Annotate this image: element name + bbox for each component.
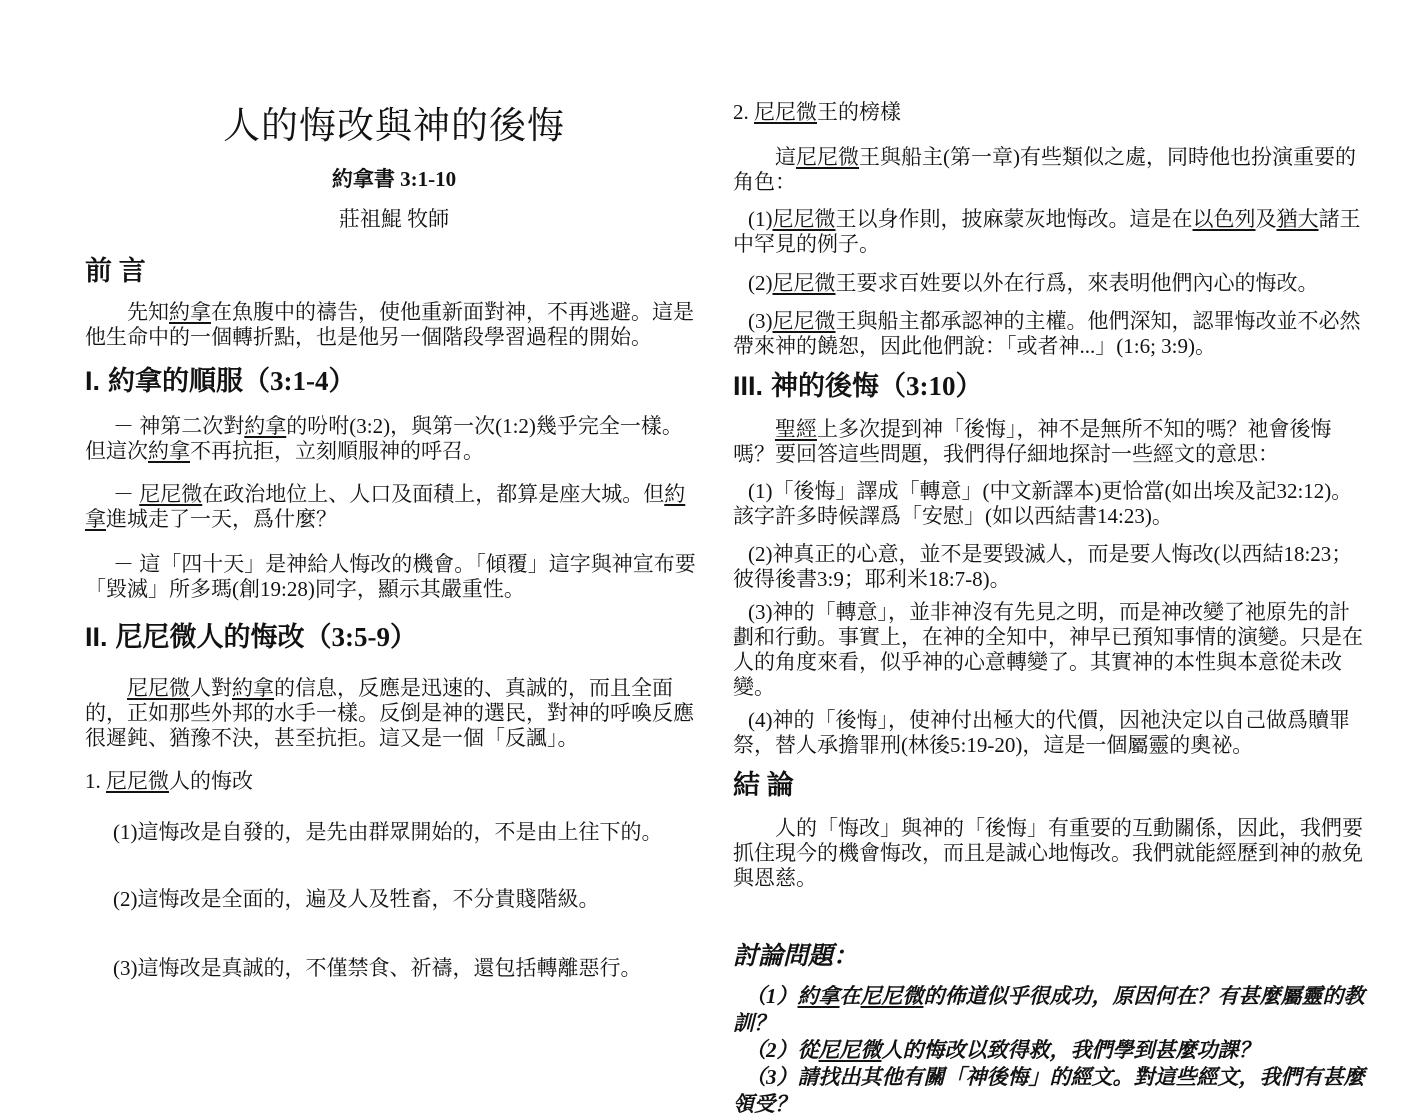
discussion-question-1 — [733, 983, 1368, 1037]
section-2-heading — [85, 620, 703, 654]
relent-point-3: (3)神的「轉意」，並非神沒有先見之明，而是神改變了祂原先的計劃和行動。事實上，在神的全知中，神早已預知事情的演變。只是在人的角度來看，似乎神的心意轉變了。其實神的本性與本意從未改變。 — [733, 600, 1363, 699]
section-1-number: I. — [85, 366, 101, 396]
repentance-point-2: (2)這悔改是全面的，遍及人及牲畜，不分貴賤階級。 — [113, 887, 600, 911]
text-run: 的吩咐(3:2)，與第一次(1:2)幾乎完全一樣。但這次 — [85, 414, 683, 463]
text-run: 在政治地位上、人口及面積上，都算是座大城。但 — [202, 482, 665, 506]
preface-heading: 前 言 — [85, 256, 146, 286]
text-run: 王的榜樣 — [817, 100, 901, 124]
section-2-number: II. — [85, 622, 108, 652]
text-run: 諸王中罕見的例子。 — [733, 207, 1361, 256]
underlined-name: 約拿 — [232, 676, 274, 700]
section-1-title: 約拿的順服（3:1-4） — [108, 366, 356, 396]
text-run: 在 — [839, 984, 861, 1008]
underlined-name: 尼尼微 — [796, 145, 859, 169]
subsection-2-heading — [733, 100, 1368, 125]
section-3-paragraph — [733, 417, 1368, 467]
underlined-name: 聖經 — [775, 417, 817, 441]
underlined-name: 尼尼微 — [106, 769, 169, 793]
text-run: （1） — [745, 984, 798, 1008]
text-run: 2. — [733, 100, 754, 124]
repentance-point-3: (3)這悔改是真誠的，不僅禁食、祈禱，還包括轉離惡行。 — [113, 956, 642, 980]
text-run: (3) — [748, 309, 773, 333]
text-run: 人的悔改以致得救，我們學到甚麼功課？ — [881, 1038, 1260, 1062]
text-run: (2) — [748, 271, 773, 295]
section-1-point — [85, 414, 703, 464]
author-line: 莊祖鯤 牧師 — [338, 207, 450, 231]
underlined-name: 約拿 — [148, 439, 190, 463]
section-2-title: 尼尼微人的悔改（3:5-9） — [115, 622, 417, 652]
left-column — [85, 96, 703, 1088]
discussion-question-2 — [733, 1037, 1368, 1064]
king-example-point-3 — [733, 309, 1368, 359]
section-1-heading — [85, 364, 703, 398]
subsection-2-intro — [733, 145, 1368, 195]
underlined-name: 尼尼微 — [139, 482, 203, 506]
underlined-name: 尼尼微 — [772, 271, 836, 295]
underlined-name: 約拿 — [169, 300, 211, 324]
underlined-name: 尼尼微 — [860, 984, 924, 1008]
subsection-1-heading — [85, 769, 703, 794]
text-run: 王與船主都承認神的主權。他們深知，認罪悔改並不必然帶來神的饒恕，因此他們說：「或者神...」(1:6; 3:9)。 — [733, 309, 1361, 358]
relent-point-2: (2)神真正的心意，並不是要毀滅人，而是要人悔改(以西結18:23；彼得後書3:9；耶利米18:7-8)。 — [733, 542, 1353, 591]
underlined-name: 尼尼微 — [772, 309, 836, 333]
conclusion-heading: 結 論 — [733, 770, 794, 800]
underlined-name: 約拿 — [85, 482, 686, 531]
text-run: 王以身作則，披麻蒙灰地悔改。這是在 — [835, 207, 1193, 231]
text-run: （3）請找出其他有關「神後悔」的經文。對這些經文，我們有甚麼領受？ — [733, 1065, 1365, 1116]
text-run: 的佈道似乎很成功，原因何在？有甚麼屬靈的教訓？ — [733, 984, 1365, 1035]
text-run: 不再抗拒，立刻順服神的呼召。 — [190, 439, 484, 463]
section-3-number: III. — [733, 371, 764, 401]
section-3-heading — [733, 369, 1368, 403]
repentance-point-1: (1)這悔改是自發的，是先由群眾開始的，不是由上往下的。 — [113, 820, 663, 844]
text-run: 在魚腹中的禱告，使他重新面對神，不再逃避。這是他生命中的一個轉折點，也是他另一個階段學習過程的開始。 — [85, 300, 694, 349]
text-run: (1) — [748, 207, 773, 231]
section-2-paragraph — [85, 676, 703, 751]
underlined-name: 約拿 — [244, 414, 287, 438]
preface-paragraph — [85, 300, 703, 350]
section-1-point — [85, 482, 703, 532]
text-run: 進城走了一天，爲什麼？ — [106, 507, 337, 531]
underlined-name: 以色列 — [1192, 207, 1256, 231]
text-run: 1. — [85, 769, 106, 793]
king-example-point-2 — [733, 271, 1368, 296]
underlined-name: 尼尼微 — [818, 1038, 882, 1062]
underlined-name: 約拿 — [797, 984, 840, 1008]
underlined-name: 猶大 — [1276, 207, 1319, 231]
text-run: 這 — [775, 145, 796, 169]
text-run: 王與船主(第一章)有些類似之處，同時他也扮演重要的角色： — [733, 145, 1356, 194]
text-run: 人對 — [190, 676, 232, 700]
relent-point-4: (4)神的「後悔」，使神付出極大的代價，因祂決定以自己做爲贖罪祭，替人承擔罪刑(林後5:19-20)，這是一個屬靈的奧祕。 — [733, 708, 1350, 757]
text-run: 上多次提到神「後悔」，神不是無所不知的嗎？祂會後悔嗎？要回答這些問題，我們得仔細地探討一些經文的意思： — [733, 417, 1332, 466]
text-run: 人的悔改 — [169, 769, 253, 793]
text-run: － 神第二次對 — [113, 414, 245, 438]
scripture-reference: 約拿書 3:1-10 — [331, 167, 457, 191]
discussion-heading: 討論問題： — [733, 943, 859, 970]
section-3-title: 神的後悔（3:10） — [771, 371, 983, 401]
text-run: 的信息，反應是迅速的、真誠的，而且全面的，正如那些外邦的水手一樣。反倒是神的選民，對神的呼喚反應很遲鈍、猶豫不決，甚至抗拒。這又是一個「反諷」。 — [85, 676, 694, 750]
relent-point-1: (1)「後悔」譯成「轉意」(中文新譯本)更恰當(如出埃及記32:12)。該字許多時候譯爲「安慰」(如以西結書14:23)。 — [733, 479, 1353, 528]
text-run: － 這「四十天」是神給人悔改的機會。「傾覆」這字與神宣布要「毀滅」所多瑪(創19:28)同字，顯示其嚴重性。 — [85, 552, 696, 601]
underlined-name: 尼尼微 — [127, 676, 190, 700]
section-1-point — [85, 552, 703, 602]
discussion-question-3 — [733, 1064, 1368, 1118]
conclusion-paragraph: 人的「悔改」與神的「後悔」有重要的互動關係，因此，我們要抓住現今的機會悔改，而且是誠心地悔改。我們就能經歷到神的赦免與恩慈。 — [733, 816, 1363, 890]
underlined-name: 尼尼微 — [754, 100, 817, 124]
text-run: － — [113, 482, 140, 506]
text-run: 先知 — [127, 300, 169, 324]
king-example-point-1 — [733, 207, 1368, 257]
right-column — [733, 96, 1368, 1116]
text-run: （2）從 — [745, 1038, 819, 1062]
text-run: 王要求百姓要以外在行爲，來表明他們內心的悔改。 — [835, 271, 1319, 295]
underlined-name: 尼尼微 — [772, 207, 836, 231]
document-title: 人的悔改與神的後悔 — [223, 106, 565, 147]
text-run: 及 — [1255, 207, 1277, 231]
